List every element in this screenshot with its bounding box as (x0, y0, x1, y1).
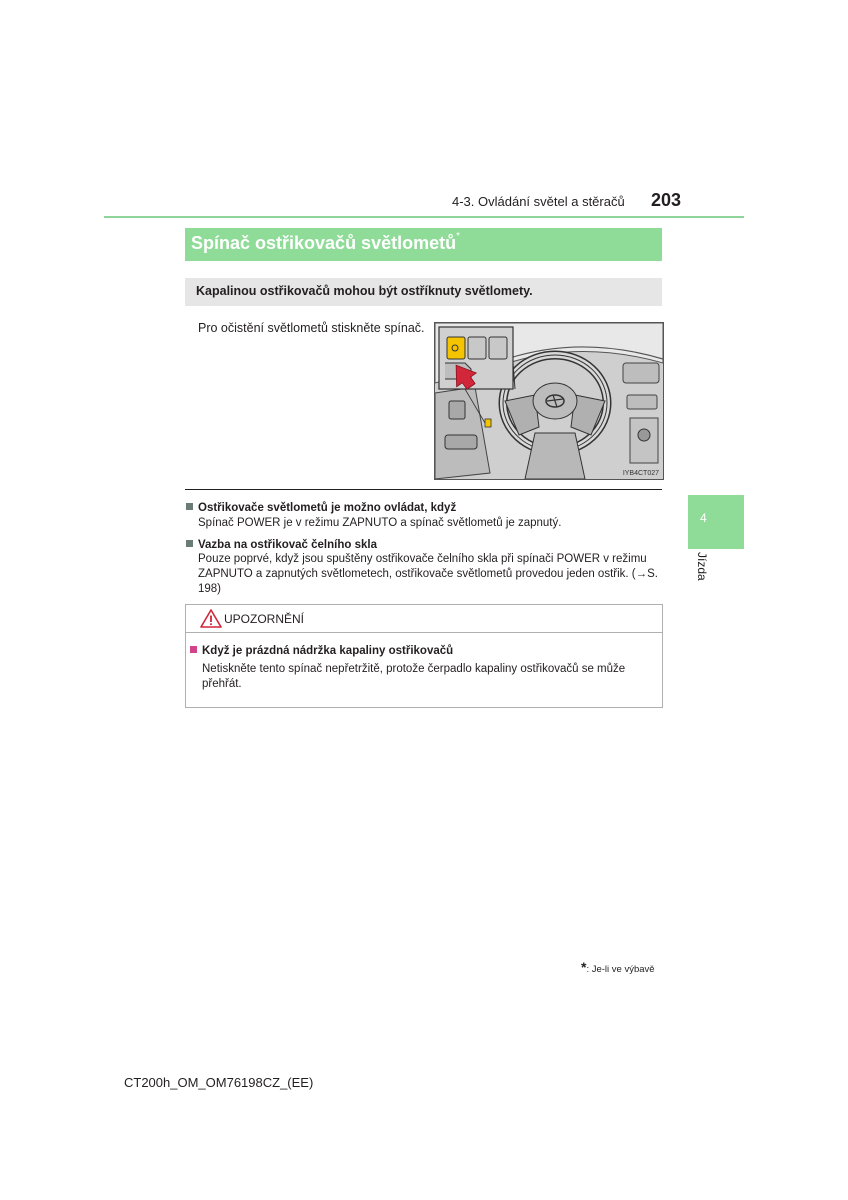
note-1-heading (186, 498, 456, 516)
note-2-body: Pouze poprvé, když jsou spuštěny ostřikovače čelního skla při spínači POWER v režimu ZAPNUTO a zapnutých světlometech, ostřikovače světlometů provedou jeden ostřik. (→S. 198) (198, 553, 658, 595)
note-bullet-icon (186, 503, 193, 510)
section-title (191, 233, 460, 254)
chapter-number: 4 (700, 511, 707, 525)
section-title-text: Spínač ostřikovačů světlometů (191, 233, 457, 253)
footer-document-code: CT200h_OM_OM76198CZ_(EE) (124, 1075, 314, 1090)
dashboard-figure (434, 322, 664, 480)
figure-code: IYB4CT027 (622, 470, 659, 477)
warning-heading-text: Když je prázdná nádržka kapaliny ostřikovačů (202, 645, 454, 657)
header-rule (104, 216, 744, 218)
title-asterisk: * (456, 231, 460, 242)
note-bullet-icon (186, 540, 193, 547)
warning-box (185, 604, 663, 708)
warning-header (186, 605, 662, 633)
header-section-title: 4-3. Ovládání světel a stěračů (452, 194, 625, 209)
intro-text: Kapalinou ostřikovačů mohou být ostříknuty světlomety. (196, 284, 533, 298)
warning-heading (190, 645, 453, 657)
intro-box (185, 278, 662, 306)
page-number: 203 (651, 190, 682, 210)
instruction-text: Pro očistění světlometů stiskněte spínač. (198, 321, 425, 335)
note-1-heading-text: Ostřikovače světlometů je možno ovládat, když (198, 502, 457, 514)
section-divider (185, 489, 662, 490)
warning-label: UPOZORNĚNÍ (224, 612, 305, 626)
footnote-star: * (581, 959, 587, 975)
note-1-body: Spínač POWER je v režimu ZAPNUTO a spínač světlometů je zapnutý. (198, 517, 562, 529)
warning-bullet-icon (190, 646, 197, 653)
note-2-heading-text: Vazba na ostřikovač čelního skla (198, 539, 377, 551)
footnote-text: : Je-li ve výbavě (586, 964, 655, 975)
warning-triangle-icon (200, 609, 222, 628)
section-title-bar (185, 228, 662, 261)
footnote (581, 959, 655, 975)
note-2-heading (186, 535, 377, 553)
dashboard-illustration (435, 323, 663, 479)
warning-body: Netiskněte tento spínač nepřetržitě, protože čerpadlo kapaliny ostřikovačů se může přehřát. (202, 663, 626, 690)
chapter-tab (688, 495, 744, 549)
chapter-label: Jízda (695, 552, 709, 581)
